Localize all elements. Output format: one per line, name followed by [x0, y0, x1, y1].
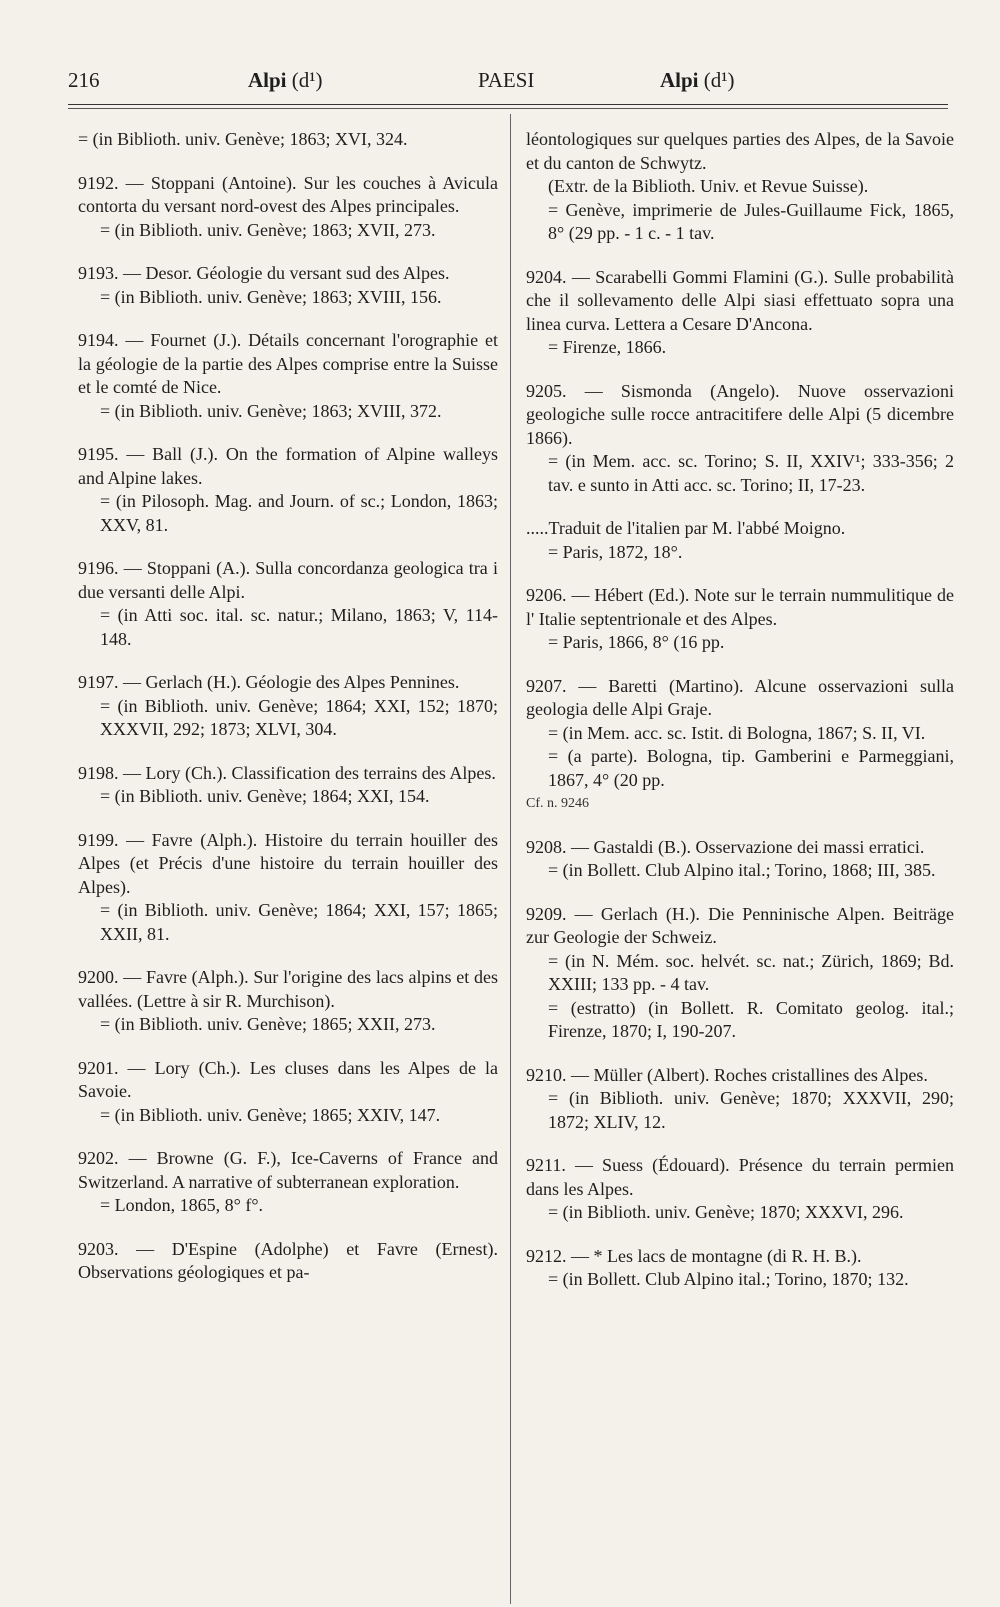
- entry-text: 9196. — Stoppani (A.). Sulla concordanza geologica tra i due versanti delle Alpi.: [78, 558, 498, 602]
- entry-detail: = (in Mem. acc. sc. Istit. di Bologna, 1867; S. II, VI.: [548, 722, 926, 743]
- entry-detail: = (in Bollett. Club Alpino ital.; Torino, 1868; III, 385.: [548, 860, 936, 880]
- bibliography-entry: [526, 1154, 954, 1225]
- entry-text: 9199. — Favre (Alph.). Histoire du terrain houiller des Alpes (et Précis d'une histoire du terrain houiller des Alpes).: [78, 829, 498, 897]
- bibliography-entry: [526, 903, 954, 1044]
- entry-text: 9211. — Suess (Édouard). Présence du terrain permien dans les Alpes.: [526, 1155, 954, 1199]
- bibliography-entry: [526, 266, 954, 360]
- bibliography-entry: [78, 557, 498, 651]
- bibliography-entry: [78, 262, 498, 309]
- header-left-sub: (d¹): [291, 68, 323, 92]
- bibliography-entry: [526, 380, 954, 498]
- entry-text: léontologiques sur quelques parties des Alpes, de la Savoie et du canton de Schwytz.: [526, 129, 954, 173]
- bibliography-entry: [78, 762, 498, 809]
- entry-text: 9205. — Sismonda (Angelo). Nuove osservazioni geologiche sulle rocce antracitifere delle Alpi (5 dicembre 1866).: [526, 380, 954, 448]
- bibliography-entry: [526, 675, 954, 816]
- entry-text: = (in Biblioth. univ. Genève; 1863; XVI, 324.: [78, 129, 408, 149]
- entry-text: 9193. — Desor. Géologie du versant sud des Alpes.: [78, 263, 450, 283]
- entry-detail: = (in Mem. acc. sc. Torino; S. II, XXIV¹; 333-356; 2 tav. e sunto in Atti acc. sc. Torino; II, 17-23.: [548, 451, 954, 495]
- entry-detail: = (in Biblioth. univ. Genève; 1864; XXI, 154.: [100, 786, 430, 806]
- entry-text: 9200. — Favre (Alph.). Sur l'origine des lacs alpins et des vallées. (Lettre à sir R. Murchison).: [78, 967, 498, 1011]
- bibliography-entry: [526, 1245, 954, 1292]
- header-left-main: Alpi: [248, 68, 287, 92]
- entry-detail: = Genève, imprimerie de Jules-Guillaume Fick, 1865, 8° (29 pp. - 1 c. - 1 tav.: [548, 199, 954, 243]
- header-rule-top: [68, 104, 948, 105]
- entry-text: 9210. — Müller (Albert). Roches cristallines des Alpes.: [526, 1064, 928, 1085]
- running-header: [68, 62, 948, 102]
- entry-detail: = (in Biblioth. univ. Genève; 1870; XXXVII, 290; 1872; XLIV, 12.: [548, 1088, 954, 1132]
- entry-text: 9206. — Hébert (Ed.). Note sur le terrain nummulitique de l' Italie septentrionale et des Alpes.: [526, 585, 954, 629]
- header-rule-bottom: [68, 108, 948, 109]
- entry-detail: = (in N. Mém. soc. helvét. sc. nat.; Zürich, 1869; Bd. XXIII; 133 pp. - 4 tav.: [548, 950, 954, 994]
- header-right-main: Alpi: [660, 68, 699, 92]
- entry-detail: = (in Biblioth. univ. Genève; 1863; XVIII, 372.: [100, 400, 442, 421]
- bibliography-entry: [78, 172, 498, 243]
- entry-detail: (Extr. de la Biblioth. Univ. et Revue Suisse).: [548, 176, 869, 196]
- entry-text: 9198. — Lory (Ch.). Classification des terrains des Alpes.: [78, 762, 496, 783]
- entry-text: .....Traduit de l'italien par M. l'abbé Moigno.: [526, 518, 846, 538]
- bibliography-entry: [78, 443, 498, 537]
- bibliography-entry: [78, 128, 498, 152]
- bibliography-entry: [78, 966, 498, 1037]
- entry-detail: = (in Pilosoph. Mag. and Journ. of sc.; London, 1863; XXV, 81.: [100, 491, 498, 535]
- entry-detail: = (in Biblioth. univ. Genève; 1864; XXI, 157; 1865; XXII, 81.: [100, 900, 498, 944]
- entry-text: 9201. — Lory (Ch.). Les cluses dans les Alpes de la Savoie.: [78, 1057, 498, 1101]
- entry-detail: = (a parte). Bologna, tip. Gamberini e Parmeggiani, 1867, 4° (20 pp.: [548, 746, 954, 790]
- entry-text: 9194. — Fournet (J.). Détails concernant l'orographie et la géologie de la partie des Alpes comprise entre la Suisse et le comté de Nice.: [78, 330, 498, 397]
- entry-text: 9209. — Gerlach (H.). Die Penninische Alpen. Beiträge zur Geologie der Schweiz.: [526, 903, 954, 947]
- entry-detail: = (in Biblioth. univ. Genève; 1865; XXIV, 147.: [100, 1104, 441, 1125]
- entry-text: 9204. — Scarabelli Gommi Flamini (G.). Sulle probabilità che il sollevamento delle Alpi siasi effettuato sopra una linea curva. Lettera a Cesare D'Ancona.: [526, 266, 954, 334]
- entry-detail: = (in Atti soc. ital. sc. natur.; Milano, 1863; V, 114-148.: [100, 605, 498, 649]
- bibliography-entry: [526, 517, 954, 564]
- entry-text: 9212. — * Les lacs de montagne (di R. H. B.).: [526, 1245, 862, 1266]
- bibliography-entry: [78, 1057, 498, 1128]
- entry-text: 9203. — D'Espine (Adolphe) et Favre (Ernest). Observations géologiques et pa-: [78, 1238, 498, 1282]
- header-right-sub: (d¹): [703, 68, 735, 92]
- entry-text: 9192. — Stoppani (Antoine). Sur les couches à Avicula contorta du versant nord-ovest des Alpes principales.: [78, 172, 498, 216]
- right-column: [526, 128, 954, 1312]
- entry-detail: = Paris, 1872, 18°.: [548, 541, 683, 562]
- entry-text: 9195. — Ball (J.). On the formation of Alpine walleys and Alpine lakes.: [78, 444, 498, 488]
- entry-detail: Cf. n. 9246: [526, 796, 589, 811]
- entry-text: 9197. — Gerlach (H.). Géologie des Alpes Pennines.: [78, 672, 460, 692]
- bibliography-entry: [78, 829, 498, 947]
- entry-detail: = (in Bollett. Club Alpino ital.; Torino, 1870; 132.: [548, 1269, 909, 1289]
- bibliography-entry: [78, 671, 498, 742]
- entry-detail: = (in Biblioth. univ. Genève; 1870; XXXVI, 296.: [548, 1202, 904, 1222]
- entry-detail: = (in Biblioth. univ. Genève; 1865; XXII, 273.: [100, 1014, 436, 1034]
- entry-text: 9208. — Gastaldi (B.). Osservazione dei massi erratici.: [526, 836, 925, 857]
- column-divider: [510, 114, 511, 1604]
- bibliography-entry: [526, 1064, 954, 1135]
- entry-text: 9202. — Browne (G. F.), Ice-Caverns of France and Switzerland. A narrative of subterranean exploration.: [78, 1148, 498, 1192]
- entry-detail: = (estratto) (in Bollett. R. Comitato geolog. ital.; Firenze, 1870; I, 190-207.: [548, 997, 954, 1041]
- bibliography-entry: [526, 128, 954, 246]
- bibliography-entry: [78, 1147, 498, 1218]
- entry-detail: = (in Biblioth. univ. Genève; 1864; XXI, 152; 1870; XXXVII, 292; 1873; XLVI, 304.: [100, 695, 498, 739]
- header-left-title: [248, 68, 323, 93]
- header-center-title: PAESI: [478, 68, 535, 92]
- entry-text: 9207. — Baretti (Martino). Alcune osservazioni sulla geologia delle Alpi Graje.: [526, 675, 954, 719]
- entry-detail: = (in Biblioth. univ. Genève; 1863; XVIII, 156.: [100, 286, 442, 307]
- bibliography-entry: [78, 329, 498, 423]
- left-column: [78, 128, 498, 1305]
- entry-detail: = Paris, 1866, 8° (16 pp.: [548, 632, 725, 652]
- page-number: 216: [68, 68, 100, 92]
- bibliography-entry: [78, 1238, 498, 1285]
- bibliography-entry: [526, 584, 954, 655]
- entry-detail: = Firenze, 1866.: [548, 337, 667, 357]
- bibliography-entry: [526, 836, 954, 883]
- header-right-title: [660, 68, 735, 93]
- entry-detail: = London, 1865, 8° f°.: [100, 1195, 264, 1215]
- entry-detail: = (in Biblioth. univ. Genève; 1863; XVII, 273.: [100, 219, 436, 240]
